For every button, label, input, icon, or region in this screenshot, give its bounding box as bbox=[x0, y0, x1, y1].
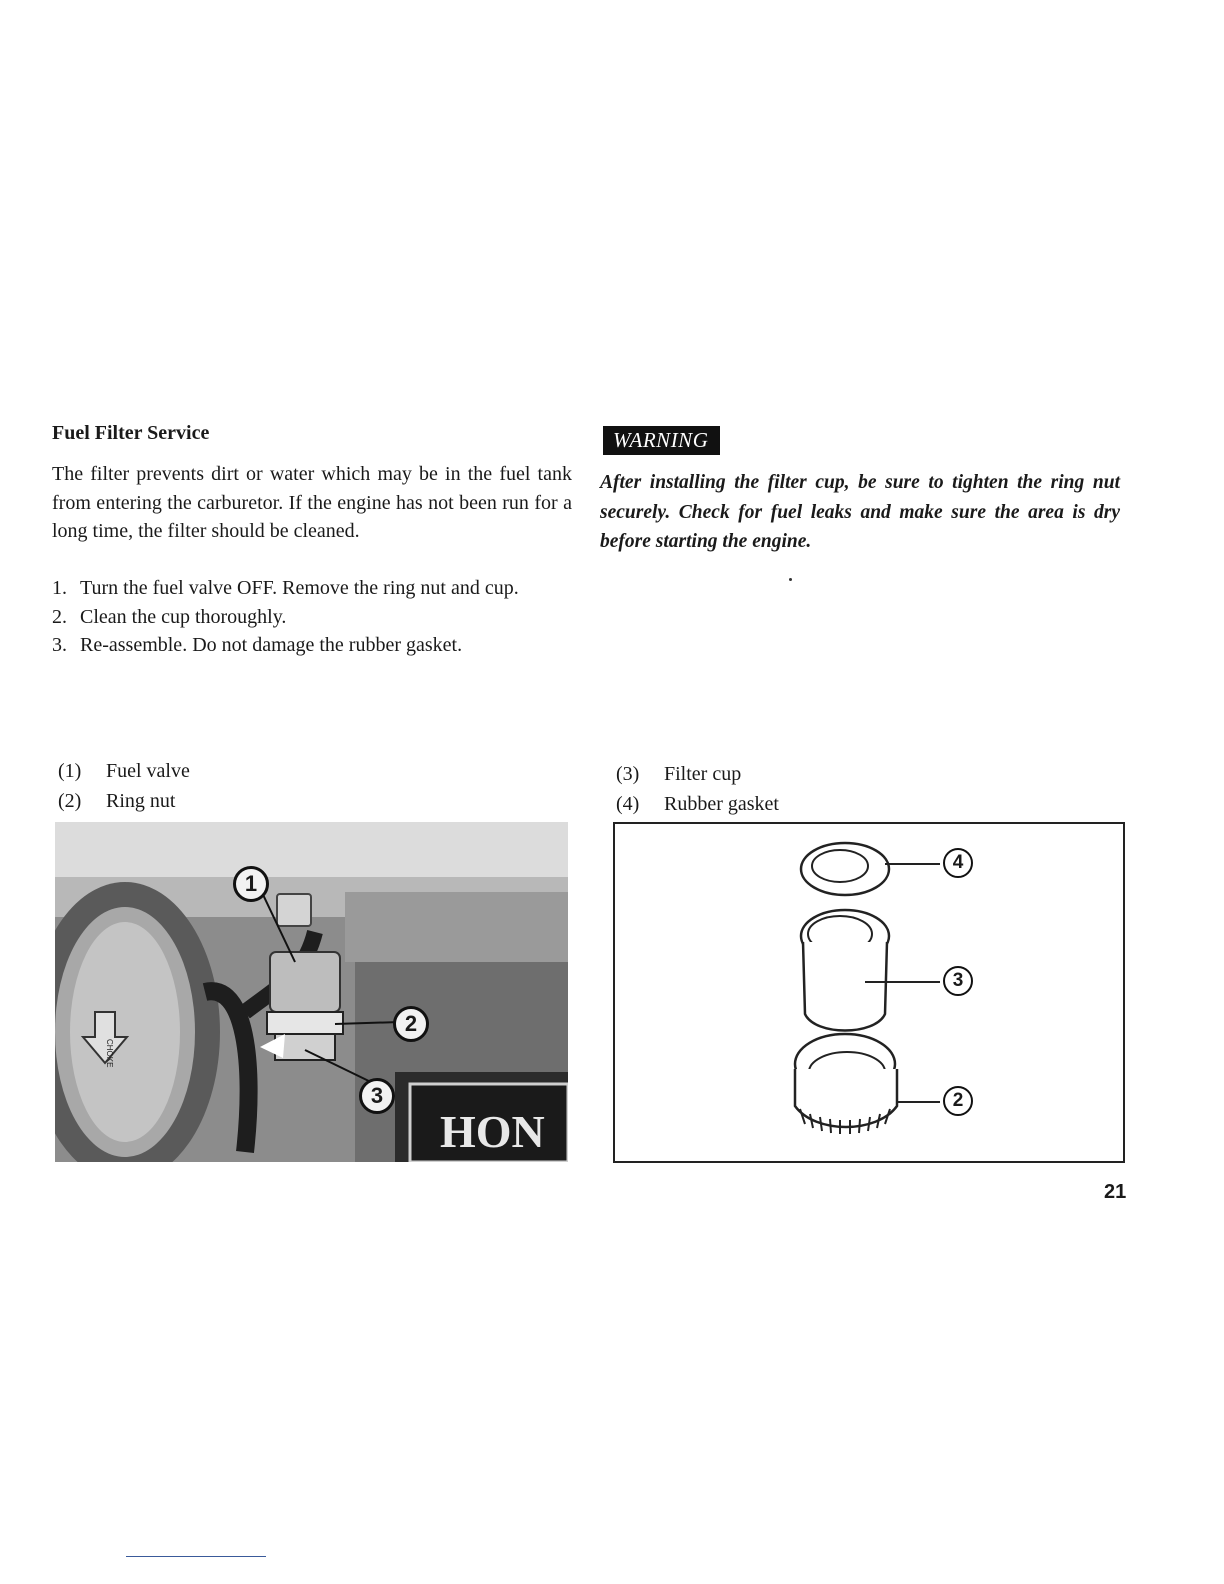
step-text: Clean the cup thoroughly. bbox=[80, 605, 287, 628]
callout-2: 2 bbox=[943, 1086, 973, 1116]
caption-number: (1) bbox=[58, 760, 82, 782]
callout-3: 3 bbox=[943, 966, 973, 996]
callout-3: 3 bbox=[359, 1078, 395, 1114]
list-item bbox=[52, 631, 572, 660]
steps-list bbox=[52, 574, 572, 660]
choke-text: CHOKE bbox=[105, 1039, 114, 1068]
warning-text: After installing the filter cup, be sure to tighten the ring nut securely. Check for fuel leaks and make sure the area is dry before starting the engine. bbox=[600, 472, 1120, 552]
photo-brand-text: HON bbox=[440, 1106, 545, 1157]
caption-label: Rubber gasket bbox=[664, 793, 779, 815]
caption-number: (2) bbox=[58, 790, 82, 812]
step-number: 2. bbox=[52, 605, 67, 628]
intro-paragraph: The filter prevents dirt or water which may be in the fuel tank from entering the carburetor. If the engine has not been run for a long time, the filter should be cleaned. bbox=[52, 463, 572, 543]
photo-caption bbox=[58, 756, 190, 816]
callout-1: 1 bbox=[233, 866, 269, 902]
warning-label: WARNING bbox=[603, 426, 720, 455]
step-text: Re-assemble. Do not damage the rubber gasket. bbox=[80, 634, 463, 657]
callout-2: 2 bbox=[393, 1006, 429, 1042]
filter-diagram bbox=[613, 822, 1125, 1163]
callout-4: 4 bbox=[943, 848, 973, 878]
list-item bbox=[52, 574, 572, 603]
step-text: Turn the fuel valve OFF. Remove the ring nut and cup. bbox=[80, 577, 519, 599]
caption-number: (4) bbox=[616, 793, 640, 815]
caption-label: Filter cup bbox=[664, 763, 742, 785]
diagram-caption bbox=[616, 759, 779, 819]
step-number: 3. bbox=[52, 634, 67, 657]
list-item bbox=[52, 603, 572, 632]
step-number: 1. bbox=[52, 577, 67, 599]
engine-photo bbox=[55, 822, 568, 1162]
caption-label: Fuel valve bbox=[106, 760, 190, 782]
caption-number: (3) bbox=[616, 763, 640, 785]
divider-line bbox=[126, 1556, 266, 1557]
caption-label: Ring nut bbox=[106, 790, 176, 812]
section-title: Fuel Filter Service bbox=[52, 422, 210, 444]
page-number: 21 bbox=[1104, 1181, 1127, 1203]
stray-dot bbox=[789, 578, 792, 581]
